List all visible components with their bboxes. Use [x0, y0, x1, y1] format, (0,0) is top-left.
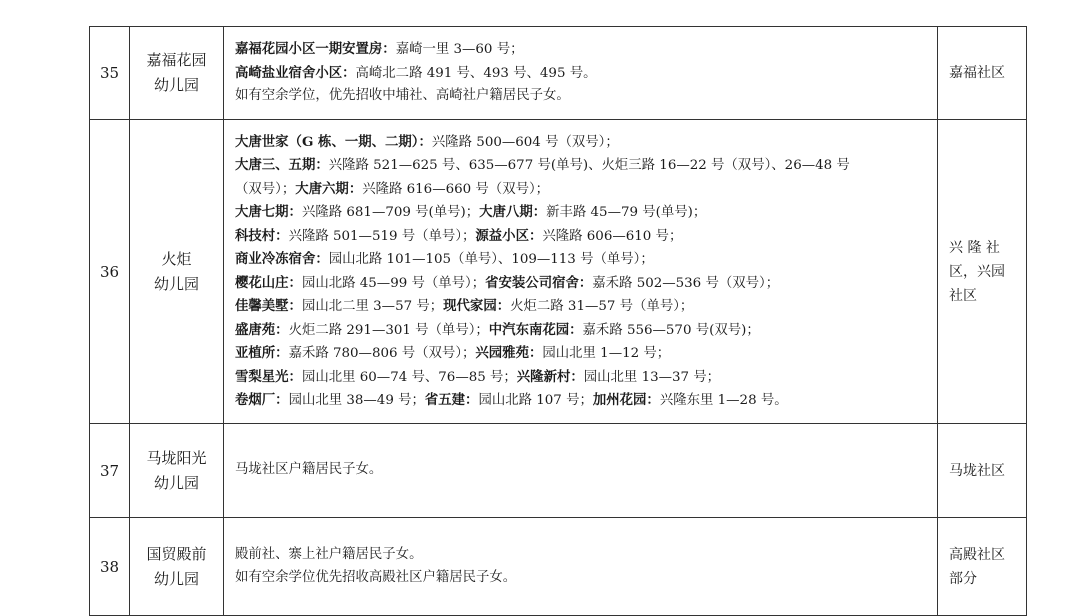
area-detail: 兴隆路 616—660 号（双号）；: [362, 181, 550, 197]
area-detail: 园山北里 13—37 号；: [583, 369, 721, 385]
area-detail: 园山北二里 3—57 号；: [301, 299, 444, 314]
area-label: 亚植所：: [235, 345, 289, 361]
kindergarten-name-line: 幼儿园: [153, 76, 199, 94]
area-label: 大唐世家（G 栋、一期、二期）：: [235, 133, 432, 150]
kindergarten-name-line: 马垅阳光: [146, 448, 207, 467]
community-line: 嘉福社区: [949, 65, 1005, 81]
area-detail: 马垅社区户籍居民子女。: [235, 462, 383, 478]
community-line: 部分: [949, 570, 977, 587]
area-line: [235, 248, 929, 272]
kindergarten-enrollment-table: [89, 26, 1027, 616]
area-label: 大唐三、五期：: [235, 157, 329, 173]
enrollment-area: [224, 27, 938, 120]
area-label: 嘉福花园小区一期安置房：: [235, 41, 396, 58]
area-label: 现代家园：: [443, 298, 511, 314]
area-line: [235, 342, 929, 366]
area-label: 大唐八期：: [479, 204, 547, 220]
area-line: [235, 567, 929, 590]
area-label: 大唐六期：: [295, 180, 363, 197]
community: [938, 27, 1027, 120]
community: [938, 518, 1027, 616]
area-detail: 兴隆路 681—709 号(单号)；: [301, 205, 480, 220]
area-line: [235, 295, 929, 319]
area-line: [235, 225, 929, 249]
area-label: 加州花园：: [592, 392, 660, 408]
area-line: [235, 389, 929, 413]
area-detail: 园山北路 107 号；: [478, 393, 593, 408]
community-line: 兴 隆 社: [949, 239, 1000, 256]
area-label: 省安装公司宿舍：: [485, 274, 593, 291]
enrollment-area: [224, 120, 938, 424]
kindergarten-name-line: 幼儿园: [153, 569, 199, 588]
area-detail: 兴隆路 521—625 号、635—677 号(单号)、火炬三路 16—22 号（双号）、26—48 号: [328, 158, 850, 173]
table-body: [90, 27, 1027, 616]
area-label: 盛唐苑：: [235, 321, 289, 338]
area-label: 商业冷冻宿舍：: [235, 251, 329, 267]
area-detail: 如有空余学位，优先招收中埔社、高崎社户籍居民子女。: [235, 88, 570, 104]
area-line: [235, 319, 929, 343]
community: [938, 120, 1027, 424]
area-detail: 园山北里 1—12 号；: [542, 346, 671, 361]
area-detail: （双号）；: [235, 181, 296, 197]
area-line: [235, 131, 929, 155]
kindergarten-name-line: 幼儿园: [153, 274, 199, 293]
area-detail: 火炬二路 291—301 号（单号）；: [288, 322, 489, 338]
area-label: 高崎盐业宿舍小区：: [235, 64, 356, 81]
area-label: 兴隆新村：: [516, 368, 584, 385]
area-line: [235, 544, 929, 567]
area-line: [235, 201, 929, 225]
area-detail: 嘉禾路 502—536 号（双号）；: [592, 275, 780, 291]
area-detail: 园山北里 38—49 号；: [288, 393, 425, 408]
area-detail: 园山北里 60—74 号、76—85 号；: [301, 369, 517, 385]
area-line: [235, 38, 929, 62]
community-line: 区，兴园: [949, 263, 1005, 280]
area-line: [235, 272, 929, 296]
enrollment-area: [224, 424, 938, 518]
kindergarten-name: [130, 27, 224, 120]
community-line: 社区: [949, 287, 977, 304]
row-number: 35: [90, 27, 130, 120]
table-row: [90, 27, 1027, 120]
kindergarten-name-line: 国贸殿前: [146, 544, 207, 563]
area-label: 雪梨星光：: [235, 368, 302, 385]
area-label: 源益小区：: [475, 227, 543, 244]
area-line: [235, 62, 929, 86]
area-label: 樱花山庄：: [235, 274, 302, 291]
area-line: [235, 85, 929, 108]
area-detail: 火炬二路 31—57 号（单号）；: [510, 299, 694, 314]
area-detail: 兴隆路 606—610 号；: [542, 228, 683, 244]
area-detail: 嘉禾路 556—570 号(双号)；: [582, 322, 760, 338]
area-detail: 兴隆路 500—604 号（双号）；: [431, 134, 619, 150]
kindergarten-name-line: 幼儿园: [153, 473, 199, 492]
kindergarten-name: [130, 518, 224, 616]
community-line: 高殿社区: [949, 546, 1005, 563]
area-detail: 兴隆路 501—519 号（单号）；: [288, 228, 476, 244]
area-detail: 高崎北二路 491 号、493 号、495 号。: [355, 65, 597, 81]
area-label: 大唐七期：: [235, 204, 302, 220]
area-line: [235, 178, 929, 202]
row-number: 38: [90, 518, 130, 616]
enrollment-area: [224, 518, 938, 616]
area-detail: 殿前社、寨上社户籍居民子女。: [235, 547, 423, 562]
community-line: 马垅社区: [949, 462, 1005, 479]
area-label: 中汽东南花园：: [488, 321, 583, 338]
kindergarten-name: [130, 120, 224, 424]
area-label: 科技村：: [235, 227, 289, 244]
area-label: 卷烟厂：: [235, 392, 289, 408]
row-number: 36: [90, 120, 130, 424]
area-detail: 兴隆东里 1—28 号。: [659, 393, 788, 408]
area-line: [235, 459, 929, 482]
table-row: [90, 424, 1027, 518]
area-detail: 如有空余学位优先招收高殿社区户籍居民子女。: [235, 569, 517, 585]
kindergarten-name-line: 嘉福花园: [146, 51, 207, 69]
area-label: 省五建：: [424, 392, 479, 408]
area-detail: 嘉崎一里 3—60 号；: [395, 42, 524, 58]
area-detail: 嘉禾路 780—806 号（双号）；: [288, 346, 476, 361]
area-line: [235, 366, 929, 390]
kindergarten-name: [130, 424, 224, 518]
area-detail: 新丰路 45—79 号(单号)；: [546, 205, 707, 220]
community: [938, 424, 1027, 518]
kindergarten-name-line: 火炬: [161, 249, 192, 268]
area-detail: 园山北路 101—105（单号）、109—113 号（单号）；: [328, 252, 654, 267]
table-row: [90, 518, 1027, 616]
area-label: 佳馨美墅：: [235, 298, 302, 314]
area-line: [235, 154, 929, 178]
table-row: [90, 120, 1027, 424]
area-label: 兴园雅苑：: [475, 345, 543, 361]
row-number: 37: [90, 424, 130, 518]
area-detail: 园山北路 45—99 号（单号）；: [301, 275, 486, 291]
